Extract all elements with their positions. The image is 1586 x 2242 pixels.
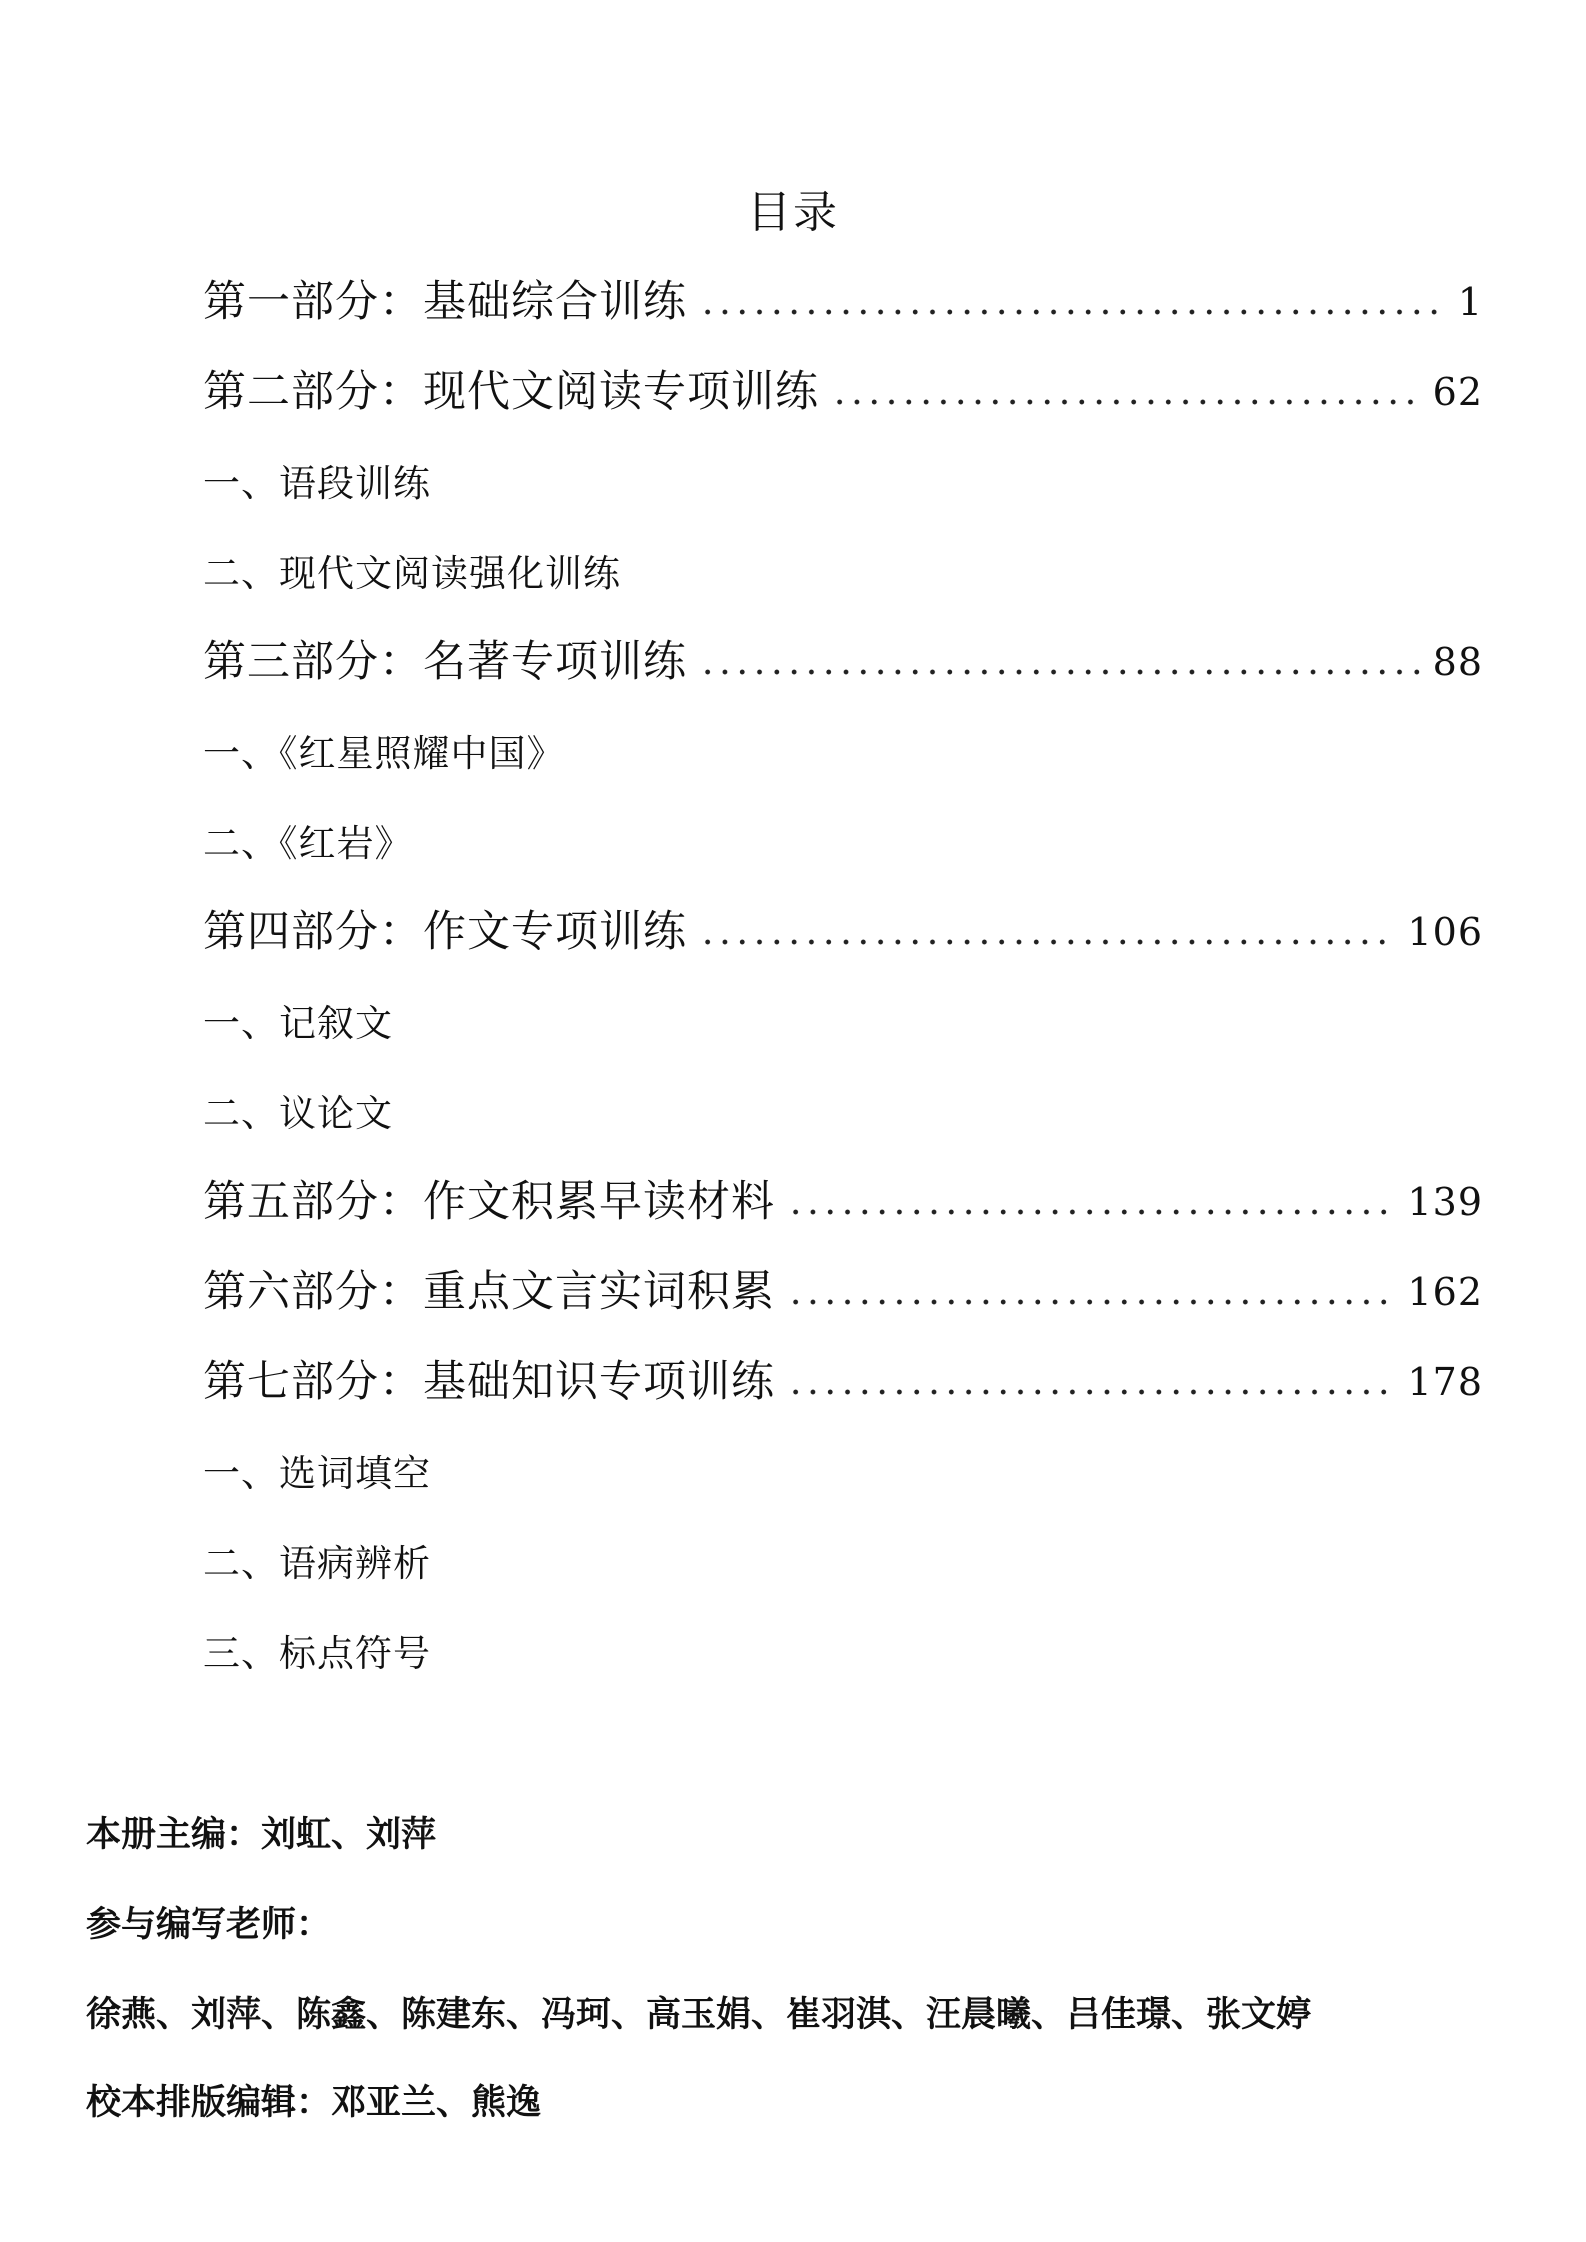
toc-entry[interactable] xyxy=(203,358,1483,422)
toc-subentry-label: 二、现代文阅读强化训练 xyxy=(203,552,621,595)
toc-entry-page: 1 xyxy=(1457,280,1483,324)
contributors-heading: 参与编写老师： xyxy=(86,1905,332,1945)
toc-subentry[interactable] xyxy=(203,538,1483,602)
toc-leader-dots xyxy=(787,1296,1395,1308)
toc-title: 目录 xyxy=(747,187,839,238)
toc-leader-dots xyxy=(787,1206,1395,1218)
layout-editors-line: 校本排版编辑：邓亚兰、熊逸 xyxy=(86,2083,542,2123)
toc-leader-dots xyxy=(787,1386,1395,1398)
toc-entry-label: 第五部分：作文积累早读材料 xyxy=(203,1177,775,1227)
toc-entry[interactable] xyxy=(203,898,1483,962)
toc-entry-page: 178 xyxy=(1407,1360,1483,1404)
toc-entry-page: 162 xyxy=(1407,1270,1483,1314)
toc-leader-dots xyxy=(699,666,1421,678)
toc-entry-label: 第七部分：基础知识专项训练 xyxy=(203,1357,775,1407)
toc-leader-dots xyxy=(699,306,1446,318)
toc-subentry[interactable] xyxy=(203,1618,1483,1682)
contributors-list: 徐燕、刘萍、陈鑫、陈建东、冯珂、高玉娟、崔羽淇、汪晨曦、吕佳璟、张文婷 xyxy=(86,1995,1312,2035)
toc-entry-page: 88 xyxy=(1432,640,1483,684)
toc-entry-label: 第四部分：作文专项训练 xyxy=(203,907,687,957)
toc-entry-page: 139 xyxy=(1407,1180,1483,1224)
toc-subentry[interactable] xyxy=(203,1528,1483,1592)
toc-entry[interactable] xyxy=(203,628,1483,692)
toc-entry-label: 第二部分：现代文阅读专项训练 xyxy=(203,367,819,417)
toc-subentry-label: 一、《红星照耀中国》 xyxy=(203,732,565,775)
toc-subentry[interactable] xyxy=(203,448,1483,512)
toc-entry-label: 第六部分：重点文言实词积累 xyxy=(203,1267,775,1317)
toc-leader-dots xyxy=(699,936,1395,948)
toc-subentry-label: 二、语病辨析 xyxy=(203,1542,431,1585)
toc-subentry-label: 一、语段训练 xyxy=(203,462,431,505)
toc-entry[interactable] xyxy=(203,268,1483,332)
toc-entry[interactable] xyxy=(203,1168,1483,1232)
toc-subentry[interactable] xyxy=(203,808,1483,872)
toc-subentry[interactable] xyxy=(203,718,1483,782)
toc-leader-dots xyxy=(831,396,1421,408)
toc-subentry[interactable] xyxy=(203,1438,1483,1502)
toc-subentry-label: 二、议论文 xyxy=(203,1092,393,1135)
toc-entry-label: 第一部分：基础综合训练 xyxy=(203,277,687,327)
toc-subentry-label: 三、标点符号 xyxy=(203,1632,431,1675)
toc-subentry[interactable] xyxy=(203,988,1483,1052)
toc-subentry-label: 一、记叙文 xyxy=(203,1002,393,1045)
toc-entry-page: 62 xyxy=(1432,370,1483,414)
chief-editors-line: 本册主编：刘虹、刘萍 xyxy=(86,1815,437,1855)
toc-entry-label: 第三部分：名著专项训练 xyxy=(203,637,687,687)
toc-entry[interactable] xyxy=(203,1348,1483,1412)
toc-subentry[interactable] xyxy=(203,1078,1483,1142)
toc-entry-page: 106 xyxy=(1407,910,1483,954)
toc-subentry-label: 二、《红岩》 xyxy=(203,822,413,865)
toc-entry[interactable] xyxy=(203,1258,1483,1322)
toc-subentry-label: 一、选词填空 xyxy=(203,1452,431,1495)
